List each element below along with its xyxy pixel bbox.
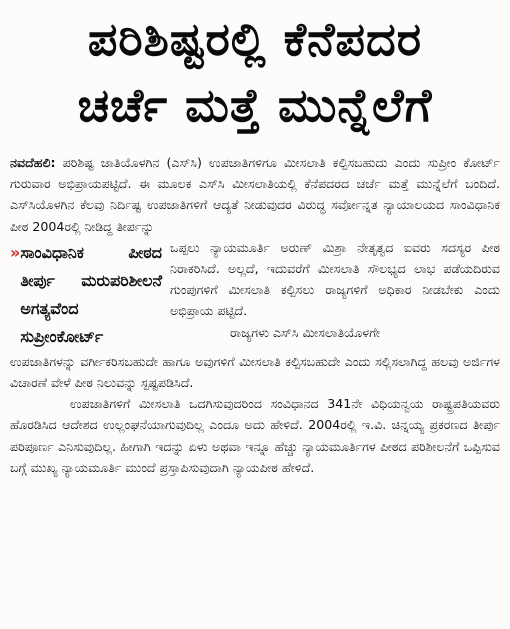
paragraph-2-start: ರಾಜ್ಯಗಳು ಎಸ್‌ಸಿ ಮೀಸಲಾತಿಯೊಳಗೇ [230,324,381,340]
pullquote-row [10,237,500,351]
paragraph-2: ಉಪಜಾತಿಗಳನ್ನು ವರ್ಗೀಕರಿಸಬಹುದೇ ಹಾಗೂ ಅವುಗಳಿಗೆ ಮೀಸಲಾತಿ ಕಲ್ಪಿಸಬಹುದೇ ಎಂದು ಸಲ್ಲಿಸಲಾಗಿದ್ದ ಹಲವು ಅರ್ಜಿಗಳ ವಿಚಾರಣೆ ವೇಳೆ ಪೀಠ ನಿಲುವನ್ನು ಸ್ಪಷ್ಟಪಡಿಸಿದೆ. [10,353,500,391]
paragraph-1-continued: ಒಪ್ಪಲು ನ್ಯಾಯಮೂರ್ತಿ ಅರುಣ್ ಮಿಶ್ರಾ ನೇತೃತ್ವದ ಐವರು ಸದಸ್ಯರ ಪೀಠ ನಿರಾಕರಿಸಿದೆ. ಅಲ್ಲದೆ, ಇದುವರೆಗೆ ಮೀಸಲಾತಿ ಸೌಲಭ್ಯದ ಲಾಭ ಪಡೆಯದಿರುವ ಗುಂಪುಗಳಿಗೆ ಮೀಸಲಾತಿ ಕಲ್ಪಿಸಲು ರಾಜ್ಯಗಳಿಗೆ ಅಧಿಕಾರ ನೀಡಬೇಕು ಎಂದು ಅಭಿಪ್ರಾಯ ಪಟ್ಟಿದೆ. [170,239,500,319]
paragraph-1-text: ಪರಿಶಿಷ್ಟ ಜಾತಿಯೊಳಗಿನ (ಎಸ್‌ಸಿ) ಉಪಜಾತಿಗಳಿಗೂ ಮೀಸಲಾತಿ ಕಲ್ಪಿಸಬಹುದು ಎಂದು ಸುಪ್ರೀಂ ಕೋರ್ಟ್ ಗುರುವಾರ ಅಭಿಪ್ರಾಯಪಟ್ಟಿದೆ. ಈ ಮೂಲಕ ಎಸ್‌ಸಿ ಮೀಸಲಾತಿಯಲ್ಲಿ ಕೆನೆಪದರದ ಚರ್ಚೆ ಮತ್ತೆ ಮುನ್ನೆಲೆಗೆ ಬಂದಿದೆ. ಎಸ್‌ಸಿಯೊಳಗಿನ ಕೆಲವು ನಿರ್ದಿಷ್ಟ ಉಪಜಾತಿಗಳಿಗೆ ಆದ್ಯತೆ ನೀಡುವುದರ ವಿರುದ್ಧ ಸರ್ವೋನ್ನತ ನ್ಯಾಯಾಲಯದ ಸಾಂವಿಧಾನಿಕ ಪೀಠ 2004ರಲ್ಲಿ ನೀಡಿದ್ದ ತೀರ್ಪನ್ನು [10,155,500,234]
headline-line-2: ಚರ್ಚೆ ಮತ್ತೆ ಮುನ್ನೆಲೆಗೆ [77,78,433,132]
pullquote-text: ಸಾಂವಿಧಾನಿಕ ಪೀಠದ ತೀರ್ಪು ಮರುಪರಿಶೀಲನೆ ಅಗತ್ಯವೆಂದ ಸುಪ್ರೀಂಕೋರ್ಟ್ [20,242,162,346]
article-body [10,152,500,478]
dateline: ನವದೆಹಲಿ: [10,155,56,170]
pullquote-side-text [170,237,500,343]
paragraph-1 [10,152,500,237]
paragraph-3: ಉಪಜಾತಿಗಳಿಗೆ ಮೀಸಲಾತಿ ಒದಗಿಸುವುದರಿಂದ ಸಂವಿಧಾನದ 341ನೇ ವಿಧಿಯನ್ವಯ ರಾಷ್ಟ್ರಪತಿಯವರು ಹೊರಡಿಸಿದ ಆದೇಶದ ಉಲ್ಲಂಘನೆಯಾಗುವುದಿಲ್ಲ ಎಂದೂ ಅದು ಹೇಳಿದೆ. 2004ರಲ್ಲಿ ಇ.ವಿ. ಚಿನ್ನಯ್ಯ ಪ್ರಕರಣದ ತೀರ್ಪು ಪರಿಪೂರ್ಣ ಎನಿಸುವುದಿಲ್ಲ. ಹೀಗಾಗಿ ಇದನ್ನು ಏಳು ಅಥವಾ ಇನ್ನೂ ಹೆಚ್ಚು ನ್ಯಾಯಮೂರ್ತಿಗಳ ಪೀಠದ ಪರಿಶೀಲನೆಗೆ ಒಪ್ಪಿಸುವ ಬಗ್ಗೆ ಮುಖ್ಯ ನ್ಯಾಯಮೂರ್ತಿ ಮುಂದೆ ಪ್ರಸ್ತಾಪಿಸುವುದಾಗಿ ನ್ಯಾಯಪೀಠ ಹೇಳಿದೆ. [10,396,500,475]
headline-line-1: ಪರಿಶಿಷ್ಟರಲ್ಲಿ ಕೆನೆಪದರ [87,12,423,66]
pullquote-marker-icon: » [10,242,21,262]
pullquote [10,239,162,351]
headline [10,6,500,138]
